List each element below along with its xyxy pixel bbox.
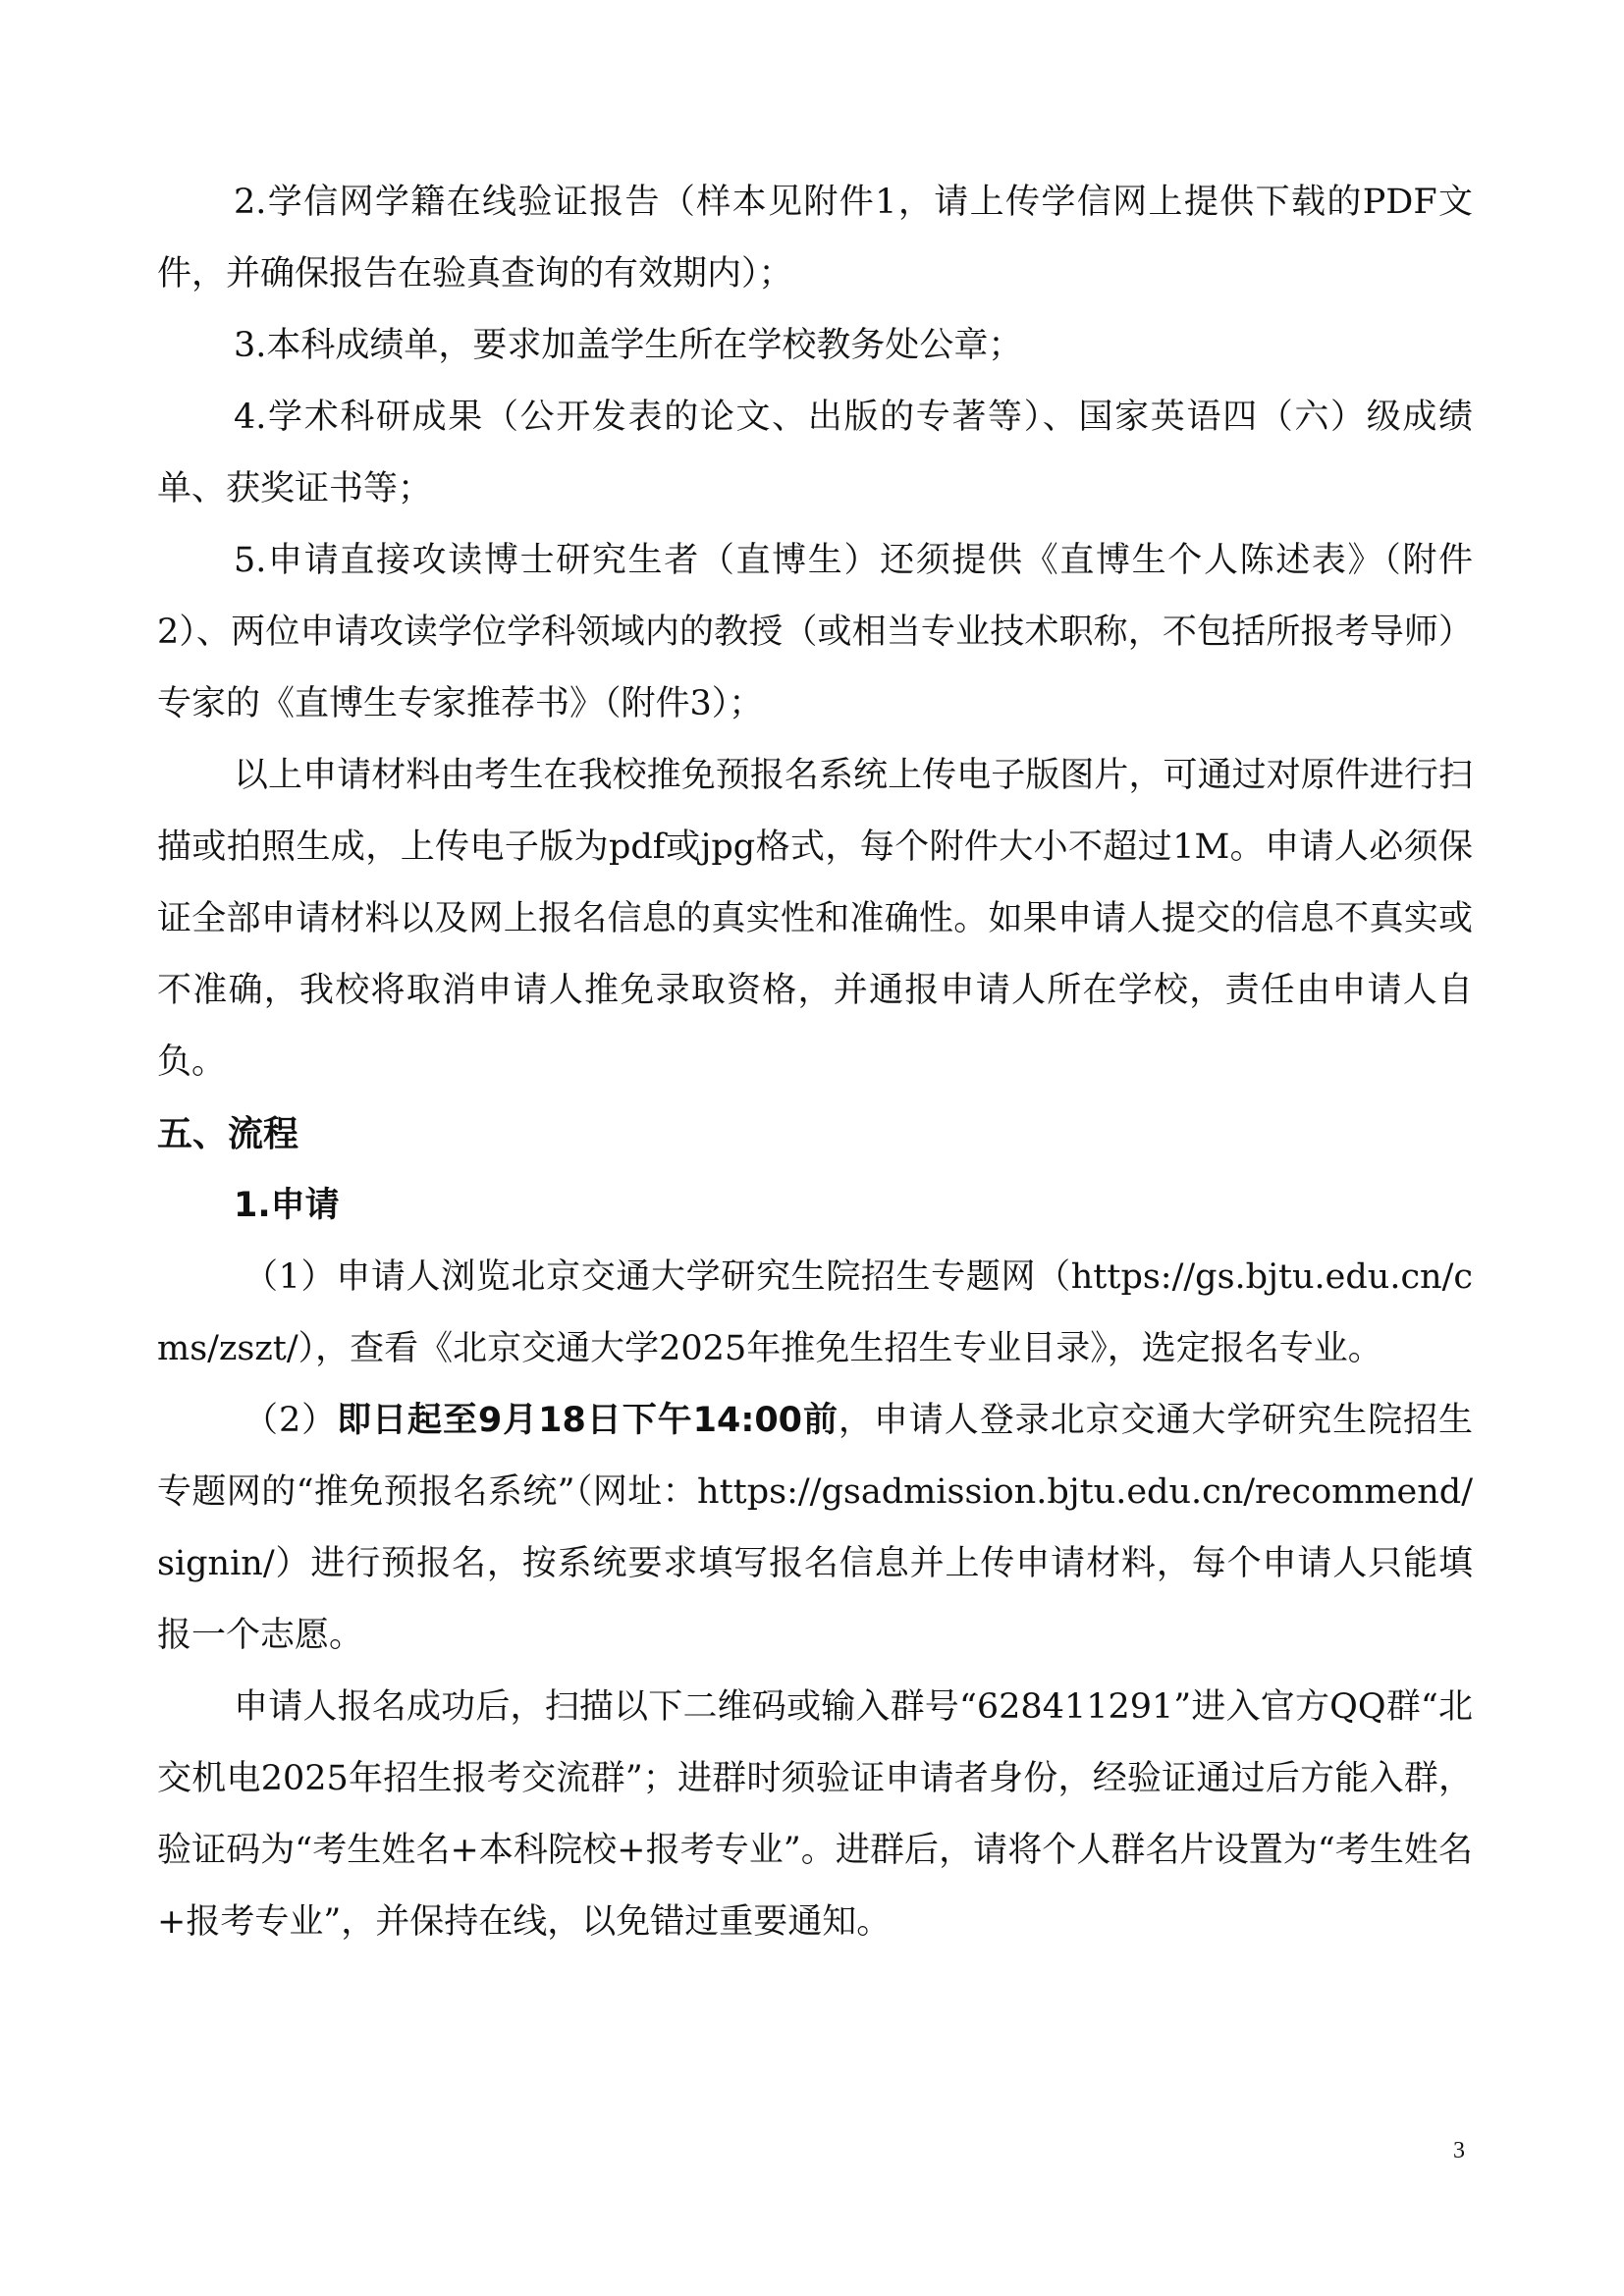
materials-note-paragraph: 以上申请材料由考生在我校推免预报名系统上传电子版图片，可通过对原件进行扫描或拍照生成，上传电子版为pdf或jpg格式，每个附件大小不超过1M。申请人必须保证全部申请材料以及网上报名信息的真实性和准确性。如果申请人提交的信息不真实或不准确，我校将取消申请人推免录取资格，并通报申请人所在学校，责任由申请人自负。	[157, 756, 1473, 1082]
step-2-deadline: 即日起至9月18日下午14:00前	[337, 1401, 839, 1440]
document-page	[157, 167, 1473, 1958]
item-2-paragraph: 2.学信网学籍在线验证报告（样本见附件1，请上传学信网上提供下载的PDF文件，并确保报告在验真查询的有效期内）；	[157, 183, 1473, 294]
qq-group-paragraph: 申请人报名成功后，扫描以下二维码或输入群号“628411291”进入官方QQ群“北交机电2025年招生报考交流群”；进群时须验证申请者身份，经验证通过后方能入群，验证码为“考生姓名+本科院校+报考专业”。进群后，请将个人群名片设置为“考生姓名+报考专业”，并保持在线，以免错过重要通知。	[157, 1687, 1473, 1942]
item-3-paragraph: 3.本科成绩单，要求加盖学生所在学校教务处公章；	[234, 326, 1023, 365]
item-4-paragraph: 4.学术科研成果（公开发表的论文、出版的专著等）、国家英语四（六）级成绩单、获奖证书等；	[157, 398, 1473, 508]
step-2-paragraph	[157, 1385, 1473, 1672]
page-number: 3	[1453, 2138, 1465, 2163]
step-2-prefix: （2）	[244, 1401, 338, 1440]
sub-1-heading: 1.申请	[234, 1186, 340, 1225]
section-5-heading: 五、流程	[157, 1114, 299, 1154]
item-5-paragraph: 5.申请直接攻读博士研究生者（直博生）还须提供《直博生个人陈述表》（附件2）、两位申请攻读学位学科领域内的教授（或相当专业技术职称，不包括所报考导师）专家的《直博生专家推荐书》（附件3）；	[157, 541, 1473, 723]
step-2-rest: ，申请人登录北京交通大学研究生院招生专题网的“推免预报名系统”（网址：https://gsadmission.bjtu.edu.cn/recommend/signin/）进行预报名，按系统要求填写报名信息并上传申请材料，每个申请人只能填报一个志愿。	[157, 1401, 1473, 1655]
step-1-paragraph: （1）申请人浏览北京交通大学研究生院招生专题网（https://gs.bjtu.edu.cn/cms/zszt/），查看《北京交通大学2025年推免生招生专业目录》，选定报名专业。	[157, 1257, 1473, 1368]
